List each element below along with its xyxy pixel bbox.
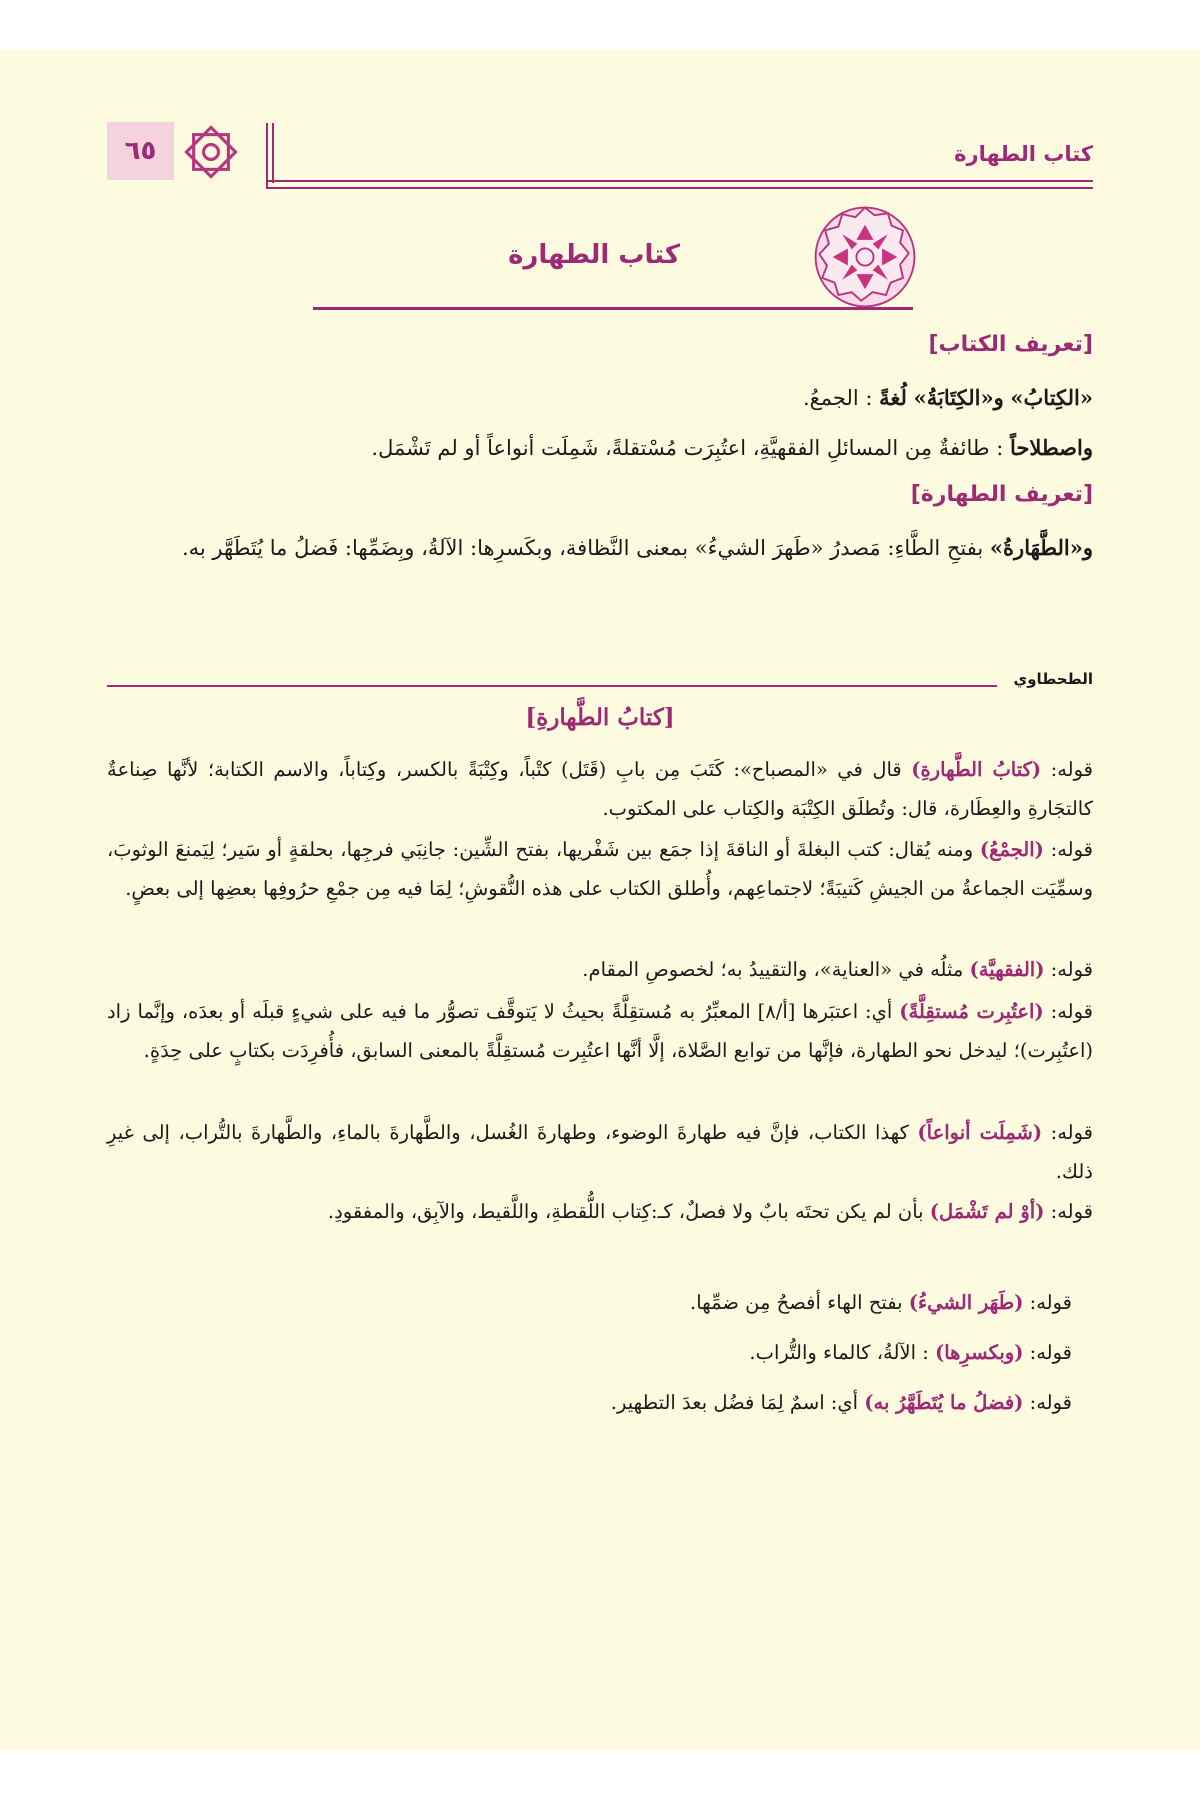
commentary-text: كهذا الكتاب، فإنَّ فيه طهارةَ الوضوء، وطهارةَ الغُسل، والطَّهارةَ بالماءِ، والطَّهارةَ بالتُّراب، إلى غيرِ ذلك.: [107, 1121, 1093, 1183]
matn-word: «الكِتابُ»: [1010, 385, 1093, 410]
qawluhu: قوله:: [1050, 1121, 1093, 1144]
commentary-term: (الفقهيَّة): [969, 958, 1045, 981]
commentary-text: : الآلةُ، كالماء والتُّراب.: [749, 1341, 929, 1364]
header-vertical-bar-secondary: [272, 123, 274, 183]
qawluhu: قوله:: [1050, 958, 1093, 981]
commentator-name: الطحطاوي: [1013, 670, 1093, 688]
commentary-term: (أوْ لم تَشْمَل): [929, 1200, 1045, 1223]
commentary-text: أي: اعتبَرها [أ/٨] المعبِّرُ به مُستقِلَّةً بحيثُ لا يَتوقَّف تصوُّر ما فيه على شيءٍ قبلَه أو بعدَه، وإنَّما زاد (اعتُبِرت)؛ ليدخل نحو الطهارة، فإنَّها من توابع الصَّلاة، إلَّا أنَّها اعتُبِرت مُستقِلَّةً بالمعنى السابق، فأُفرِدَت بكتابٍ على حِدَةٍ.: [107, 1000, 1093, 1062]
header-rule-secondary: [266, 187, 1093, 189]
commentary-term: (فضلُ ما يُتَطَهَّرُ به): [864, 1391, 1024, 1414]
commentary-item: [107, 750, 1093, 828]
title-rosette-icon: [808, 200, 922, 314]
commentary-item: [107, 1113, 1093, 1191]
matn-text: : الجمعُ.: [802, 386, 873, 410]
commentary-item: [107, 992, 1093, 1070]
qawluhu: قوله:: [1050, 758, 1093, 781]
commentary-term: (وبكسرِها): [934, 1341, 1024, 1364]
qawluhu: قوله:: [1029, 1341, 1072, 1364]
book-page: [0, 50, 1200, 1750]
commentary-term: (اعتُبِرت مُستقِلَّةً): [899, 1000, 1044, 1023]
qawluhu: قوله:: [1029, 1291, 1072, 1314]
header-rule: [266, 180, 1093, 182]
commentary-term: (الجمْعُ): [979, 838, 1044, 861]
matn-text: بفتحِ الطَّاءِ: مَصدرُ «طَهرَ الشيءُ» بمعنى النَّظافة، وبكَسرِها: الآلةُ، وبِضَمِّها: فَضلُ ما يُتَطَهَّر به.: [181, 536, 984, 560]
commentary-item: [107, 830, 1093, 908]
commentary-item: [107, 1383, 1072, 1422]
commentary-term: (شَمِلَت أنواعاً): [917, 1121, 1043, 1144]
heading-book-definition: [تعريف الكتاب]: [928, 332, 1093, 357]
commentary-text: قال في «المصباح»: كَتَبَ مِن بابِ (قَتَل) كتْباً، وكِتْبَةً بالكسر، وكِتاباً، والاسم الكتابة؛ لأنَّها صِناعةٌ كالتجَارةِ والعِطَارة، قال: وتُطلَق الكِتْبَة والكِتاب على المكتوب.: [107, 758, 1093, 820]
matn-paragraph-2: [107, 428, 1093, 468]
commentary-term: (طَهَر الشيءُ): [908, 1291, 1024, 1314]
matn-paragraph-1: [107, 378, 1093, 418]
commentary-text: بفتح الهاء أفصحُ مِن ضمِّها.: [690, 1291, 903, 1314]
matn-lead: واصطلاحاً: [1010, 435, 1093, 460]
page-number: ٦٥: [107, 122, 174, 180]
matn-word: لُغةً: [879, 385, 907, 410]
qawluhu: قوله:: [1050, 1000, 1093, 1023]
header-vertical-bar: [266, 123, 268, 189]
commentary-text: مثلُه في «العناية»، والتقييدُ به؛ لخصوصِ المقام.: [582, 958, 964, 981]
matn-lead: و«الطَّهَارةُ»: [989, 535, 1093, 560]
matn-paragraph-3: [107, 528, 1093, 568]
ornament-star-icon: [180, 121, 242, 183]
qawluhu: قوله:: [1029, 1391, 1072, 1414]
matn-word: و«الكِتَابَةُ»: [913, 385, 1004, 410]
title-rule: [313, 307, 913, 310]
section-divider: [107, 685, 997, 687]
qawluhu: قوله:: [1050, 1200, 1093, 1223]
commentary-item: [107, 950, 1093, 989]
commentary-text: بأن لم يكن تحتَه بابٌ ولا فصلٌ، كـ:كِتاب اللُّقطةِ، واللَّقيط، والآبِق، والمفقودِ.: [327, 1200, 924, 1223]
commentary-text: أي: اسمٌ لِمَا فضُل بعدَ التطهير.: [610, 1391, 859, 1414]
commentary-text: ومنه يُقال: كتب البغلةَ أو الناقةَ إذا جمَع بين شَفْريها، بفتح الشِّين: جانِبَي فرجِها، بحلقةٍ أو سَير؛ لِيَمنعَ الوثوبَ، وسمِّيَت الجماعةُ من الجيشِ كَتيبَةً؛ لاجتماعِهم، وأُطلق الكتاب على هذه النُّقوشِ؛ لِمَا فيه مِن جمْعِ حرُوفِها بعضِها إلى بعضٍ.: [107, 838, 1093, 900]
commentary-item: [107, 1192, 1093, 1231]
matn-text: : طائفةٌ مِن المسائلِ الفقهيَّةِ، اعتُبِرَت مُسْتقلةً، شَمِلَت أنواعاً أو لم تَشْمَل.: [371, 436, 1004, 460]
heading-tahara-definition: [تعريف الطهارة]: [910, 482, 1093, 507]
commentary-item: [107, 1283, 1072, 1322]
qawluhu: قوله:: [1050, 838, 1093, 861]
running-title: كتاب الطهارة: [954, 142, 1093, 166]
commentary-item: [107, 1333, 1072, 1372]
commentary-term: (كتابُ الطَّهارةِ): [911, 758, 1042, 781]
book-title: كتاب الطهارة: [508, 240, 680, 270]
commentary-title: [كتابُ الطَّهارةِ]: [525, 704, 675, 731]
